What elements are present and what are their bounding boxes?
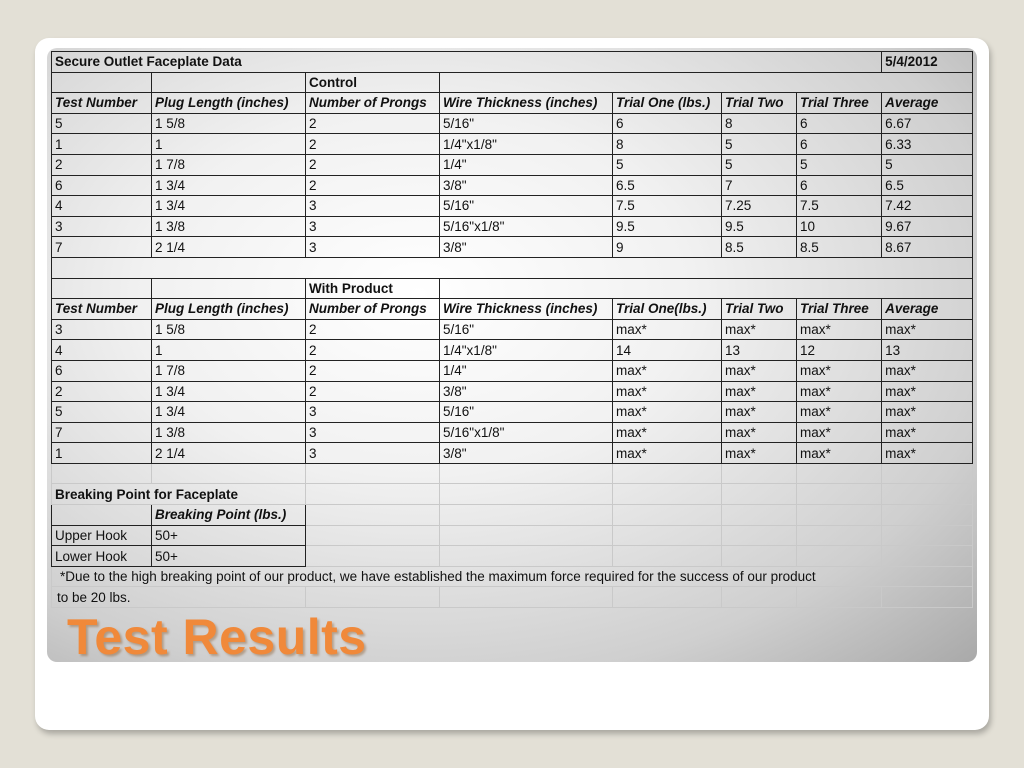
column-header: Plug Length (inches)	[152, 93, 306, 114]
column-header: Trial Three	[797, 299, 882, 320]
empty-cell	[440, 525, 613, 546]
table-cell: 5	[722, 134, 797, 155]
empty-cell	[722, 546, 797, 567]
control-label: Control	[306, 72, 440, 93]
column-header: Trial One (lbs.)	[613, 93, 722, 114]
column-header: Average	[882, 93, 973, 114]
empty-cell	[797, 525, 882, 546]
column-header: Test Number	[52, 299, 152, 320]
table-cell: 8	[613, 134, 722, 155]
table-cell: 1 7/8	[152, 154, 306, 175]
table-cell: 5/16"	[440, 402, 613, 423]
column-header: Average	[882, 299, 973, 320]
product-label-row	[52, 278, 973, 299]
empty-cell	[440, 72, 973, 93]
table-cell: 13	[882, 340, 973, 361]
empty-cell	[882, 587, 973, 608]
breaking-title-row	[52, 484, 973, 505]
table-cell: 6.67	[882, 113, 973, 134]
breaking-value: 50+	[152, 525, 306, 546]
table-cell: 10	[797, 216, 882, 237]
table-cell: 3	[52, 216, 152, 237]
table-cell: max*	[722, 443, 797, 464]
table-cell: 5	[722, 154, 797, 175]
empty-cell	[52, 463, 152, 484]
empty-cell	[152, 278, 306, 299]
breaking-header: Breaking Point (lbs.)	[152, 505, 306, 526]
table-cell: max*	[613, 443, 722, 464]
empty-cell	[797, 484, 882, 505]
table-cell: 6	[797, 134, 882, 155]
table-cell: 3/8"	[440, 237, 613, 258]
table-row	[52, 134, 973, 155]
column-header: Trial Two	[722, 93, 797, 114]
column-header: Number of Prongs	[306, 299, 440, 320]
table-cell: 1 3/4	[152, 381, 306, 402]
table-cell: 6.33	[882, 134, 973, 155]
table-cell: 6.5	[613, 175, 722, 196]
column-header: Number of Prongs	[306, 93, 440, 114]
table-row	[52, 237, 973, 258]
empty-cell	[306, 484, 440, 505]
table-cell: 1	[52, 134, 152, 155]
column-header: Test Number	[52, 93, 152, 114]
table-cell: 5	[613, 154, 722, 175]
breaking-title: Breaking Point for Faceplate	[52, 484, 306, 505]
control-header-row	[52, 93, 973, 114]
empty-cell	[797, 463, 882, 484]
table-cell: 1/4"x1/8"	[440, 340, 613, 361]
table-cell: 2	[52, 154, 152, 175]
table-cell: max*	[613, 402, 722, 423]
empty-cell	[882, 463, 973, 484]
table-cell: max*	[722, 402, 797, 423]
spacer-row	[52, 257, 973, 278]
table-row	[52, 443, 973, 464]
table-cell: 2	[306, 360, 440, 381]
breaking-label: Upper Hook	[52, 525, 152, 546]
table-cell: 1 3/8	[152, 422, 306, 443]
empty-cell	[797, 546, 882, 567]
table-row	[52, 319, 973, 340]
empty-cell	[722, 484, 797, 505]
table-cell: 3	[306, 216, 440, 237]
table-cell: 1/4"	[440, 360, 613, 381]
empty-cell	[613, 463, 722, 484]
note-text: to be 20 lbs.	[52, 587, 306, 608]
table-cell: 2	[306, 381, 440, 402]
table-cell: 1 3/4	[152, 175, 306, 196]
empty-cell	[52, 505, 152, 526]
sheet-heading-row	[52, 52, 973, 73]
table-row	[52, 360, 973, 381]
table-cell: max*	[797, 422, 882, 443]
table-cell: 2	[306, 175, 440, 196]
empty-cell	[152, 463, 306, 484]
table-cell: max*	[882, 360, 973, 381]
empty-cell	[152, 72, 306, 93]
table-cell: 7.42	[882, 196, 973, 217]
table-cell: 3	[306, 443, 440, 464]
table-cell: max*	[722, 319, 797, 340]
table-cell: 7.25	[722, 196, 797, 217]
empty-cell	[306, 463, 440, 484]
table-row	[52, 402, 973, 423]
table-cell: 4	[52, 340, 152, 361]
empty-cell	[722, 463, 797, 484]
table-cell: 3	[306, 402, 440, 423]
table-row	[52, 422, 973, 443]
column-header: Trial Two	[722, 299, 797, 320]
note-row	[52, 566, 973, 587]
table-cell: 3	[306, 196, 440, 217]
table-cell: 12	[797, 340, 882, 361]
table-cell: 6	[797, 113, 882, 134]
table-cell: 1 5/8	[152, 319, 306, 340]
data-table	[51, 51, 973, 608]
empty-cell	[722, 505, 797, 526]
empty-cell	[722, 587, 797, 608]
sheet-heading: Secure Outlet Faceplate Data	[52, 52, 882, 73]
table-cell: 3	[52, 319, 152, 340]
table-cell: 7.5	[613, 196, 722, 217]
table-cell: 3/8"	[440, 175, 613, 196]
table-cell: 3/8"	[440, 381, 613, 402]
table-cell: max*	[882, 381, 973, 402]
table-cell: 5	[52, 402, 152, 423]
empty-cell	[52, 278, 152, 299]
table-row	[52, 175, 973, 196]
empty-cell	[52, 257, 973, 278]
table-cell: 8.67	[882, 237, 973, 258]
table-cell: max*	[882, 402, 973, 423]
table-cell: 9	[613, 237, 722, 258]
table-cell: max*	[797, 360, 882, 381]
column-header: Plug Length (inches)	[152, 299, 306, 320]
empty-cell	[722, 525, 797, 546]
slide-title: Test Results	[67, 609, 367, 665]
table-cell: max*	[613, 381, 722, 402]
breaking-row	[52, 525, 973, 546]
table-cell: 2	[306, 154, 440, 175]
table-cell: 3	[306, 237, 440, 258]
table-cell: 2	[306, 319, 440, 340]
breaking-header-row	[52, 505, 973, 526]
note-text: *Due to the high breaking point of our product, we have established the maximum force required for the success of our product	[52, 566, 973, 587]
table-cell: 6	[613, 113, 722, 134]
table-cell: max*	[613, 360, 722, 381]
empty-cell	[613, 484, 722, 505]
table-cell: max*	[797, 319, 882, 340]
table-cell: 1/4"	[440, 154, 613, 175]
empty-cell	[613, 587, 722, 608]
table-row	[52, 340, 973, 361]
product-label: With Product	[306, 278, 440, 299]
empty-cell	[52, 72, 152, 93]
table-cell: max*	[722, 381, 797, 402]
column-header: Trial One(lbs.)	[613, 299, 722, 320]
table-cell: 4	[52, 196, 152, 217]
table-cell: 7	[722, 175, 797, 196]
table-cell: 9.5	[613, 216, 722, 237]
empty-cell	[882, 484, 973, 505]
table-cell: 6	[52, 175, 152, 196]
table-cell: 7.5	[797, 196, 882, 217]
sheet-date: 5/4/2012	[882, 52, 973, 73]
table-cell: 5	[797, 154, 882, 175]
table-cell: 1	[52, 443, 152, 464]
table-cell: max*	[797, 402, 882, 423]
table-cell: 2	[306, 340, 440, 361]
table-cell: 3	[306, 422, 440, 443]
table-cell: 2 1/4	[152, 237, 306, 258]
table-cell: max*	[613, 319, 722, 340]
table-cell: 9.5	[722, 216, 797, 237]
table-cell: 2	[306, 134, 440, 155]
table-cell: 5/16"	[440, 196, 613, 217]
table-cell: 5/16"x1/8"	[440, 216, 613, 237]
table-cell: 2	[306, 113, 440, 134]
product-header-row	[52, 299, 973, 320]
empty-cell	[306, 525, 440, 546]
table-cell: 9.67	[882, 216, 973, 237]
note-row	[52, 587, 973, 608]
table-cell: 1 7/8	[152, 360, 306, 381]
column-header: Wire Thickness (inches)	[440, 299, 613, 320]
empty-cell	[882, 505, 973, 526]
table-cell: max*	[613, 422, 722, 443]
table-row	[52, 113, 973, 134]
breaking-label: Lower Hook	[52, 546, 152, 567]
empty-cell	[882, 546, 973, 567]
empty-cell	[613, 525, 722, 546]
table-cell: 8.5	[722, 237, 797, 258]
column-header: Trial Three	[797, 93, 882, 114]
table-cell: 5/16"x1/8"	[440, 422, 613, 443]
table-cell: 1 3/8	[152, 216, 306, 237]
table-cell: 5	[882, 154, 973, 175]
breaking-row	[52, 546, 973, 567]
spacer-row	[52, 463, 973, 484]
table-cell: 5	[52, 113, 152, 134]
table-cell: 1 3/4	[152, 402, 306, 423]
table-cell: 2	[52, 381, 152, 402]
empty-cell	[613, 546, 722, 567]
empty-cell	[306, 546, 440, 567]
table-row	[52, 196, 973, 217]
table-cell: max*	[882, 422, 973, 443]
table-cell: 14	[613, 340, 722, 361]
empty-cell	[440, 484, 613, 505]
table-cell: 13	[722, 340, 797, 361]
empty-cell	[440, 505, 613, 526]
empty-cell	[306, 587, 440, 608]
table-row	[52, 216, 973, 237]
table-cell: 1	[152, 340, 306, 361]
table-cell: 1 3/4	[152, 196, 306, 217]
table-cell: 1	[152, 134, 306, 155]
table-cell: 7	[52, 237, 152, 258]
table-cell: 8	[722, 113, 797, 134]
control-label-row	[52, 72, 973, 93]
table-cell: max*	[882, 443, 973, 464]
table-cell: max*	[722, 360, 797, 381]
empty-cell	[440, 278, 973, 299]
empty-cell	[797, 505, 882, 526]
table-row	[52, 154, 973, 175]
table-cell: max*	[722, 422, 797, 443]
breaking-value: 50+	[152, 546, 306, 567]
table-cell: 8.5	[797, 237, 882, 258]
empty-cell	[882, 525, 973, 546]
empty-cell	[306, 505, 440, 526]
empty-cell	[797, 587, 882, 608]
table-cell: max*	[797, 443, 882, 464]
empty-cell	[440, 587, 613, 608]
table-cell: 6	[52, 360, 152, 381]
empty-cell	[440, 463, 613, 484]
table-cell: 6	[797, 175, 882, 196]
table-cell: 1/4"x1/8"	[440, 134, 613, 155]
table-cell: 2 1/4	[152, 443, 306, 464]
table-cell: 1 5/8	[152, 113, 306, 134]
table-cell: 3/8"	[440, 443, 613, 464]
table-cell: 7	[52, 422, 152, 443]
table-cell: max*	[882, 319, 973, 340]
empty-cell	[613, 505, 722, 526]
table-cell: 5/16"	[440, 113, 613, 134]
empty-cell	[440, 546, 613, 567]
table-row	[52, 381, 973, 402]
table-cell: 5/16"	[440, 319, 613, 340]
table-cell: 6.5	[882, 175, 973, 196]
column-header: Wire Thickness (inches)	[440, 93, 613, 114]
table-cell: max*	[797, 381, 882, 402]
